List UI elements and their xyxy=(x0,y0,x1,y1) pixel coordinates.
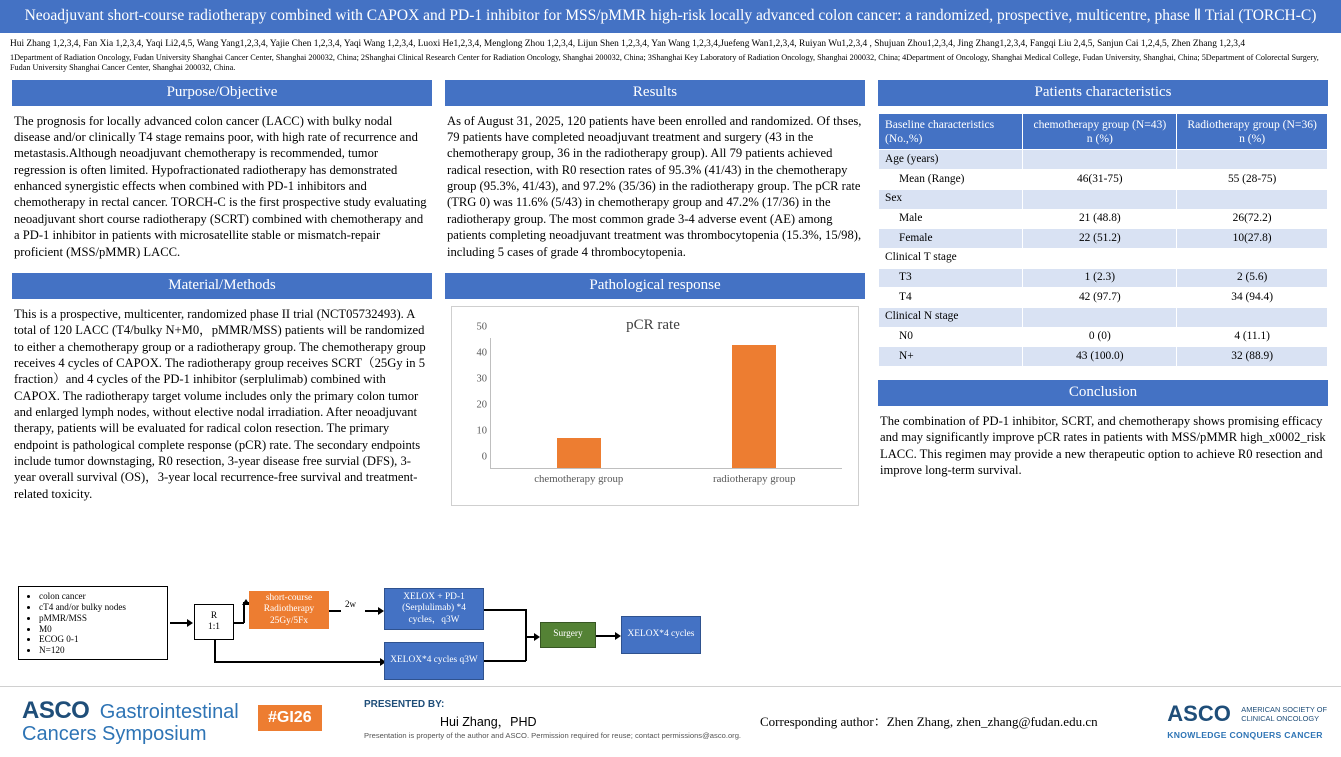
table-row xyxy=(879,327,1328,347)
poster-footer xyxy=(0,686,1341,757)
poster-title: Neoadjuvant short-course radiotherapy combined with CAPOX and PD-1 inhibitor for MSS/pMMR high-risk locally advanced colon cancer: a randomized, prospective, multicentre, phase Ⅱ Trial (TORCH-C) xyxy=(0,0,1341,33)
table-row xyxy=(879,248,1328,268)
conclusion-text: The combination of PD-1 inhibitor, SCRT, and chemotherapy shows promising efficacy and may significantly improve pCR rates in patients with MSS/pMMR high_x0002_risk LACC. This regimen may provide a new therapeutic option to achieve R0 resection and improve long-term survival. xyxy=(880,414,1326,478)
poster-columns xyxy=(0,78,1341,506)
table-cell-label: N0 xyxy=(879,327,1023,347)
table-header-cell: Baseline characteristics (No.,%) xyxy=(879,113,1023,150)
methods-text: This is a prospective, multicenter, randomized phase II trial (NCT05732493). A total of 120 LACC (T4/bulky N+M0，pMMR/MSS) patients will be randomized to either a chemotherapy group or a radiotherapy group. The chemotherapy group receives 4 cycles of CAPOX. The radiotherapy group receives SCRT（25Gy in 5 fraction）and 4 cycles of the PD-1 inhibitor (serplulimab) combined with CAPOX. The radiotherapy target volume includes only the primary colon tumor and enlarged lymph nodes, without elective nodal irradiation. After neoadjuvant therapy, patients will be evaluated for radical colon resection. The primary endpoint is pathological complete response (pCR) rate. The secondary endpoints include tumor downstaging, R0 resection, 3-year disease free survial (DFS), 3-year overall survival (OS)，3-year local recurrence-free survival and treatment-related toxicity. xyxy=(14,306,426,501)
table-cell-chemotherapy xyxy=(1023,150,1177,170)
chart-bar xyxy=(557,438,601,468)
spacer xyxy=(445,260,865,273)
table-cell-label: Sex xyxy=(879,189,1023,209)
asco-society-logo xyxy=(1167,701,1327,740)
chart-y-tick: 10 xyxy=(476,425,487,437)
spacer xyxy=(12,260,432,273)
chart-title: pCR rate xyxy=(626,316,680,333)
table-cell-label: Age (years) xyxy=(879,150,1023,170)
table-cell-chemotherapy: 46(31-75) xyxy=(1023,170,1177,190)
table-cell-chemotherapy: 0 (0) xyxy=(1023,327,1177,347)
section-header-methods: Material/Methods xyxy=(12,273,432,299)
adjuvant-box: XELOX*4 cycles xyxy=(621,616,701,654)
patients-characteristics-table xyxy=(878,113,1328,367)
randomization-ratio: 1:1 xyxy=(208,622,220,632)
table-cell-label: Clinical N stage xyxy=(879,307,1023,327)
table-cell-radiotherapy xyxy=(1177,150,1328,170)
flow-arrow-line xyxy=(365,610,379,612)
column-left xyxy=(12,80,432,506)
table-cell-radiotherapy: 4 (11.1) xyxy=(1177,327,1328,347)
asco-tagline: KNOWLEDGE CONQUERS CANCER xyxy=(1167,730,1323,740)
presenter-name: Hui Zhang，PHD xyxy=(440,715,537,729)
flow-arrow-line xyxy=(243,602,245,623)
table-cell-label: T4 xyxy=(879,288,1023,308)
presented-by-label: PRESENTED BY: xyxy=(364,699,445,710)
column-right xyxy=(878,80,1328,506)
table-cell-label: Mean (Range) xyxy=(879,170,1023,190)
flow-arrow-line xyxy=(525,609,527,636)
xelox-control-box: XELOX*4 cycles q3W xyxy=(384,642,484,680)
chart-bar xyxy=(732,345,776,468)
criteria-item: • colon cancer xyxy=(39,591,165,602)
table-row xyxy=(879,229,1328,249)
table-row xyxy=(879,150,1328,170)
table-cell-radiotherapy: 10(27.8) xyxy=(1177,229,1328,249)
gi-symposium-line1: Gastrointestinal xyxy=(99,701,239,723)
section-header-conclusion: Conclusion xyxy=(878,380,1328,406)
table-header-row xyxy=(879,113,1328,150)
interval-label: 2w xyxy=(345,599,356,609)
chart-x-tick: radiotherapy group xyxy=(713,472,796,485)
flow-arrow-line xyxy=(596,635,616,637)
table-cell-chemotherapy: 42 (97.7) xyxy=(1023,288,1177,308)
affiliation-list: 1Department of Radiation Oncology, Fudan University Shanghai Cancer Center, Shanghai 200032, China; 2Shanghai Clinical Research Center for Radiation Oncology, Shanghai 200032, China; 3Shanghai Key Laboratory of Radiation Oncology, Shanghai 200032, China; 4Department of Oncology, Shanghai Medical College, Fudan University, Shanghai, China; 5Department of Colorectal Surgery, Fudan University Shanghai Cancer Center, Shanghai 200032, China. xyxy=(10,53,1319,73)
table-cell-label: Male xyxy=(879,209,1023,229)
criteria-item: • M0 xyxy=(39,624,165,635)
criteria-item: • N=120 xyxy=(39,645,165,656)
flow-arrow-line xyxy=(484,660,526,662)
table-row xyxy=(879,288,1328,308)
author-list: Hui Zhang 1,2,3,4, Fan Xia 1,2,3,4, Yaqi Li2,4,5, Wang Yang1,2,3,4, Yajie Chen 1,2,3,4, Yaqi Wang 1,2,3,4, Luoxi He1,2,3,4, Menglong Zhou 1,2,3,4, Lijun Shen 1,2,3,4, Yan Wang 1,2,3,4,Juefeng Wan1,2,3,4, Ruiyan Wu1,2,3,4 , Shujuan Zhou1,2,3,4, Jing Zhang1,2,3,4, Fangqi Liu 2,4,5, Sanjun Cai 1,2,4,5, Zhen Zhang 1,2,3,4 xyxy=(10,39,1246,50)
table-header-cell: Radiotherapy group (N=36) n (%) xyxy=(1177,113,1328,150)
gi-symposium-line2: Cancers Symposium xyxy=(22,723,207,745)
table-cell-chemotherapy: 22 (51.2) xyxy=(1023,229,1177,249)
chart-y-tick: 40 xyxy=(476,347,487,359)
table-cell-chemotherapy: 21 (48.8) xyxy=(1023,209,1177,229)
table-cell-radiotherapy: 2 (5.6) xyxy=(1177,268,1328,288)
asco-society-name xyxy=(1241,705,1327,724)
table-cell-chemotherapy xyxy=(1023,189,1177,209)
flow-arrow-line xyxy=(214,661,382,663)
permission-disclaimer: Presentation is property of the author and ASCO. Permission required for reuse; contact permissions@asco.org. xyxy=(364,731,742,740)
trial-flow-diagram xyxy=(0,584,1341,680)
table-header-cell: chemotherapy group (N=43) n (%) xyxy=(1023,113,1177,150)
surgery-box: Surgery xyxy=(540,622,596,648)
table-row xyxy=(879,209,1328,229)
chart-x-tick: chemotherapy group xyxy=(534,472,624,485)
table-cell-radiotherapy xyxy=(1177,248,1328,268)
asco-wordmark-right: ASCO xyxy=(1167,701,1231,726)
chart-y-tick: 0 xyxy=(481,451,487,463)
presented-by-block xyxy=(364,699,741,740)
section-header-results: Results xyxy=(445,80,865,106)
table-cell-chemotherapy: 1 (2.3) xyxy=(1023,268,1177,288)
table-cell-chemotherapy xyxy=(1023,248,1177,268)
table-cell-radiotherapy: 55 (28-75) xyxy=(1177,170,1328,190)
table-row xyxy=(879,189,1328,209)
table-cell-label: T3 xyxy=(879,268,1023,288)
table-cell-label: N+ xyxy=(879,347,1023,367)
flow-arrow-line xyxy=(484,609,526,611)
criteria-item: • pMMR/MSS xyxy=(39,613,165,624)
randomization-label: R xyxy=(210,610,218,621)
table-row xyxy=(879,347,1328,367)
section-header-purpose: Purpose/Objective xyxy=(12,80,432,106)
section-header-pathological-response: Pathological response xyxy=(445,273,865,299)
pcr-rate-chart xyxy=(451,306,859,506)
table-cell-chemotherapy: 43 (100.0) xyxy=(1023,347,1177,367)
table-cell-radiotherapy xyxy=(1177,189,1328,209)
section-header-patients-characteristics: Patients characteristics xyxy=(878,80,1328,106)
table-cell-radiotherapy: 32 (88.9) xyxy=(1177,347,1328,367)
randomization-box xyxy=(194,604,234,640)
corresponding-author: Corresponding author：Zhen Zhang, zhen_zhang@fudan.edu.cn xyxy=(760,714,1098,729)
asco-gi-logo xyxy=(22,697,239,746)
purpose-text: The prognosis for locally advanced colon cancer (LACC) with bulky nodal disease and/or clinically T4 stage remains poor, with high rate of recurrence and metastasis.Although neoadjuvant chemotherapy is recommended, tumor regression is often limited. Hypofractionated radiotherapy has demonstrated enhanced synergistic effects when combined with PD-1 inhibitors and chemotherapy in rectal cancer. TORCH-C is the first prospective study evaluating neoadjuvant short course radiotherapy (SCRT) combined with chemotherapy and a PD-1 inhibitor in patients with microsatellite stable or mismatch-repair proficient (MSS/pMMR) LACC. xyxy=(14,113,427,259)
criteria-item: • cT4 and/or bulky nodes xyxy=(39,602,165,613)
table-row xyxy=(879,268,1328,288)
scrt-box: short-course Radiotherapy 25Gy/5Fx xyxy=(249,591,329,629)
chart-y-tick: 50 xyxy=(476,321,487,333)
flow-arrow-line xyxy=(214,640,216,662)
criteria-item: • ECOG 0-1 xyxy=(39,634,165,645)
table-cell-label: Female xyxy=(879,229,1023,249)
flow-arrow-line xyxy=(329,610,341,612)
asco-society-line1: AMERICAN SOCIETY OF xyxy=(1241,704,1327,714)
table-cell-radiotherapy: 26(72.2) xyxy=(1177,209,1328,229)
flow-arrow-head xyxy=(187,619,193,627)
table-cell-chemotherapy xyxy=(1023,307,1177,327)
xelox-pd1-box: XELOX + PD-1 (Serplulimab) *4 cycles，q3W xyxy=(384,588,484,630)
table-cell-radiotherapy: 34 (94.4) xyxy=(1177,288,1328,308)
column-middle xyxy=(445,80,865,506)
spacer xyxy=(878,367,1328,380)
table-row xyxy=(879,170,1328,190)
hashtag-badge: #GI26 xyxy=(258,705,322,731)
eligibility-criteria-box xyxy=(18,586,168,660)
chart-y-tick: 30 xyxy=(476,373,487,385)
flow-arrow-line xyxy=(170,622,188,624)
table-row xyxy=(879,307,1328,327)
table-body xyxy=(879,150,1328,367)
asco-wordmark: ASCO xyxy=(22,697,90,724)
asco-society-line2: CLINICAL ONCOLOGY xyxy=(1241,714,1320,723)
flow-arrow-line xyxy=(525,636,527,661)
results-text: As of August 31, 2025, 120 patients have been enrolled and randomized. Of thses, 79 patients have completed neoadjuvant treatment and surgery (43 in the chemotherapy group, 36 in the radiotherapy group). All 79 patients achieved radical resection, with R0 resection rates of 95.3% (41/43) in the chemotherapy group (95.3%, 41/43), and 97.2% (35/36) in the radiotherapy group. The pCR rate (TRG 0) was 11.6% (5/43) in chemotherapy group and 47.2% (17/36) in the radiotherapy group. The most common grade 3-4 adverse event (AE) among patients completing neoadjuvant treatment was thrombocytopenia (15.3%, 15/98), including 5 cases of grade 4 thrombocytopenia. xyxy=(447,113,862,259)
table-cell-label: Clinical T stage xyxy=(879,248,1023,268)
table-cell-radiotherapy xyxy=(1177,307,1328,327)
chart-y-tick: 20 xyxy=(476,399,487,411)
criteria-list xyxy=(25,591,165,656)
